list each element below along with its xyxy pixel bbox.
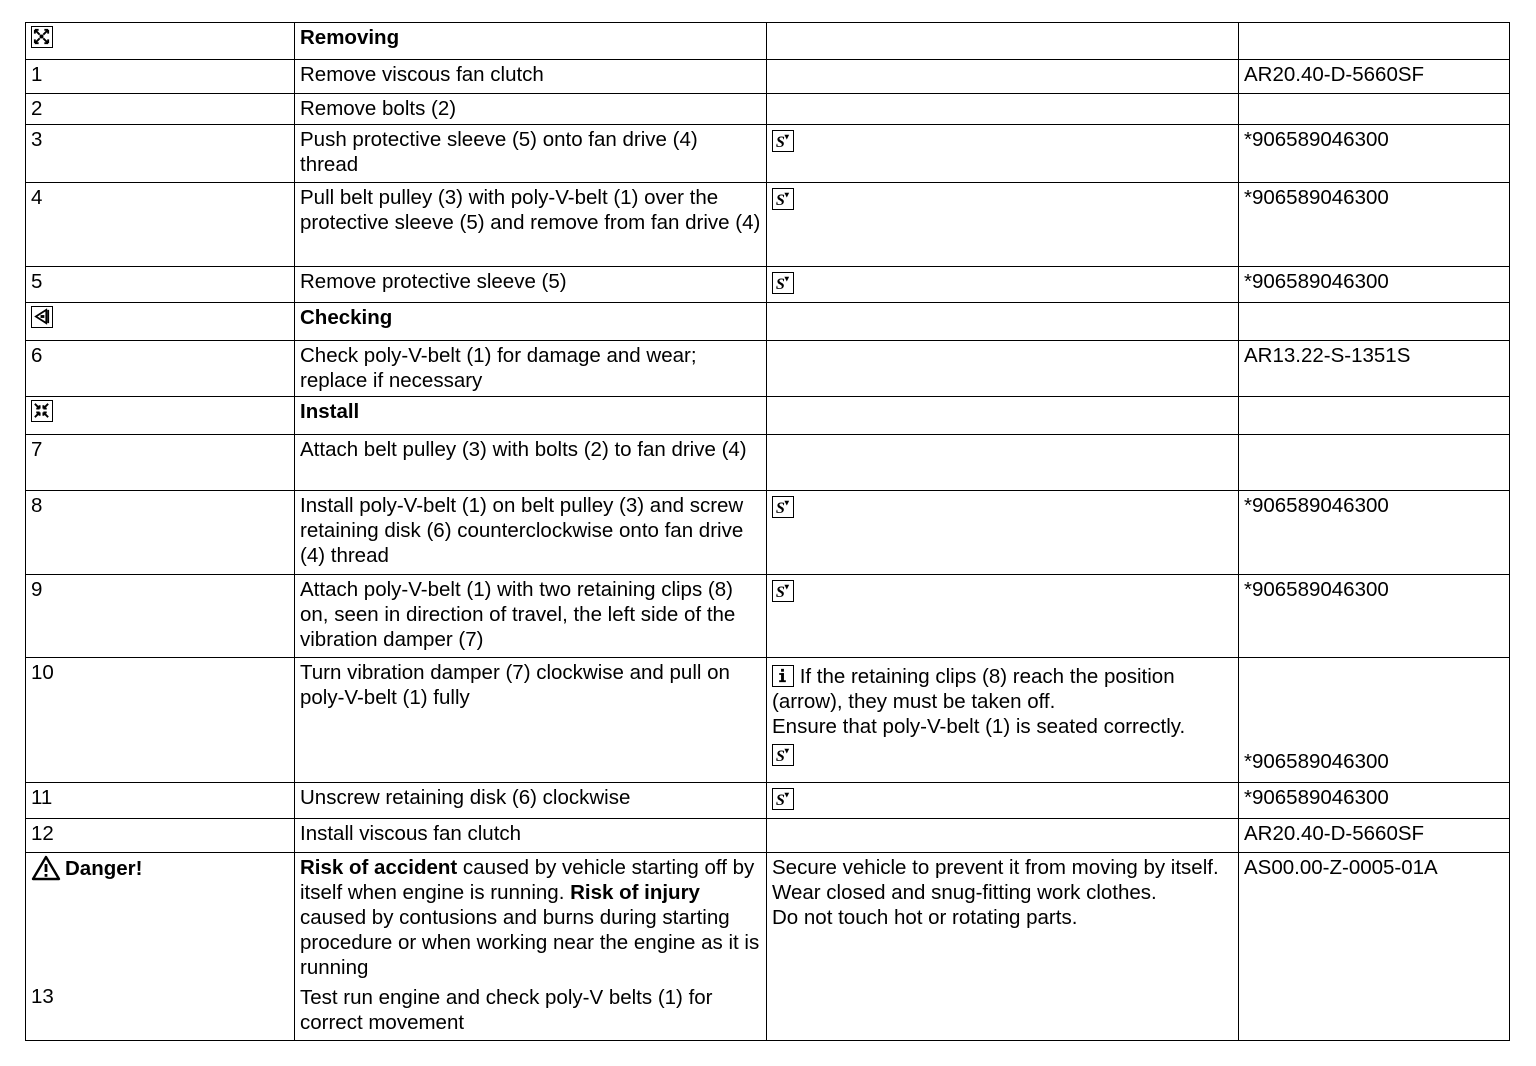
step-text: Attach belt pulley (3) with bolts (2) to fan drive (4)	[295, 435, 767, 491]
step-number: 4	[26, 183, 295, 267]
special-tool-icon	[772, 130, 794, 152]
step-text: Unscrew retaining disk (6) clockwise	[295, 783, 767, 819]
step-text: Remove viscous fan clutch	[295, 60, 767, 94]
step-number: 13	[31, 985, 54, 1008]
danger-reference: AS00.00-Z-0005-01A	[1239, 853, 1510, 1041]
step-row	[26, 94, 1510, 125]
step-row	[26, 783, 1510, 819]
note-text-2: Ensure that poly-V-belt (1) is seated correctly.	[772, 715, 1186, 738]
safety-measure: Secure vehicle to prevent it from moving by itself.	[772, 856, 1219, 879]
step-number: 10	[26, 658, 295, 783]
step-row	[26, 125, 1510, 183]
step-reference: AR20.40-D-5660SF	[1239, 60, 1510, 94]
removal-arrows-icon	[31, 26, 53, 48]
special-tool-icon	[772, 580, 794, 602]
info-icon	[772, 665, 794, 687]
note-text-1: If the retaining clips (8) reach the position (arrow), they must be taken off.	[772, 665, 1175, 713]
step-text: Install poly-V-belt (1) on belt pulley (3) and screw retaining disk (6) counterclockwise onto fan drive (4) thread	[295, 491, 767, 575]
special-tool-icon	[772, 188, 794, 210]
step-text: Push protective sleeve (5) onto fan drive (4) thread	[295, 125, 767, 183]
step-row	[26, 575, 1510, 658]
step-number: 2	[26, 94, 295, 125]
warning-triangle-icon	[31, 855, 61, 881]
step-text: Attach poly-V-belt (1) with two retaining clips (8) on, seen in direction of travel, the left side of the vibration damper (7)	[295, 575, 767, 658]
installation-arrows-icon	[31, 400, 53, 422]
step-reference	[1239, 94, 1510, 125]
danger-label: Danger!	[31, 855, 289, 881]
special-tool-icon	[772, 788, 794, 810]
step-text: Remove protective sleeve (5)	[295, 267, 767, 303]
step-text: Install viscous fan clutch	[295, 819, 767, 853]
step-number: 8	[26, 491, 295, 575]
step-number: 1	[26, 60, 295, 94]
procedure-table	[25, 22, 1510, 1041]
step-number: 7	[26, 435, 295, 491]
step-reference: AR13.22-S-1351S	[1239, 341, 1510, 397]
section-title-checking: Checking	[295, 303, 767, 341]
step-row	[26, 658, 1510, 783]
safety-measure: Wear closed and snug-fitting work clothes.	[772, 881, 1157, 904]
section-title-install: Install	[295, 397, 767, 435]
step-reference: *906589046300	[1239, 658, 1510, 783]
step-number: 3	[26, 125, 295, 183]
step-reference: *906589046300	[1239, 575, 1510, 658]
step-number: 6	[26, 341, 295, 397]
step-reference: *906589046300	[1239, 183, 1510, 267]
danger-text: Risk of accident caused by vehicle starting off by itself when engine is running. Risk of injury caused by contusions and burns during starting procedure or when working near the engine as it is running	[300, 856, 760, 979]
step-reference: *906589046300	[1239, 491, 1510, 575]
step-row	[26, 819, 1510, 853]
procedure-sheet	[25, 22, 1509, 1041]
checking-icon	[31, 306, 53, 328]
step-number: 9	[26, 575, 295, 658]
step-number: 12	[26, 819, 295, 853]
step-reference: AR20.40-D-5660SF	[1239, 819, 1510, 853]
step-text: Remove bolts (2)	[295, 94, 767, 125]
step-reference: *906589046300	[1239, 783, 1510, 819]
special-tool-icon	[772, 744, 794, 766]
section-row-install	[26, 397, 1510, 435]
step-reference	[1239, 435, 1510, 491]
step-row	[26, 60, 1510, 94]
special-tool-icon	[772, 272, 794, 294]
section-row-checking	[26, 303, 1510, 341]
step-text: Pull belt pulley (3) with poly-V-belt (1) over the protective sleeve (5) and remove from fan drive (4)	[295, 183, 767, 267]
special-tool-icon	[772, 496, 794, 518]
note-block	[772, 664, 1233, 714]
step-reference: *906589046300	[1239, 125, 1510, 183]
step-row	[26, 267, 1510, 303]
step-reference: *906589046300	[1239, 267, 1510, 303]
step-text: Test run engine and check poly-V belts (1) for correct movement	[300, 986, 713, 1034]
step-row	[26, 341, 1510, 397]
step-text: Turn vibration damper (7) clockwise and pull on poly-V-belt (1) fully	[295, 658, 767, 783]
safety-measure: Do not touch hot or rotating parts.	[772, 906, 1078, 929]
step-row	[26, 435, 1510, 491]
section-title-removing: Removing	[295, 23, 767, 60]
step-text: Check poly-V-belt (1) for damage and wear; replace if necessary	[295, 341, 767, 397]
step-number: 11	[26, 783, 295, 819]
section-row-removing	[26, 23, 1510, 60]
step-row	[26, 491, 1510, 575]
step-row	[26, 183, 1510, 267]
danger-row	[26, 853, 1510, 1041]
step-number: 5	[26, 267, 295, 303]
